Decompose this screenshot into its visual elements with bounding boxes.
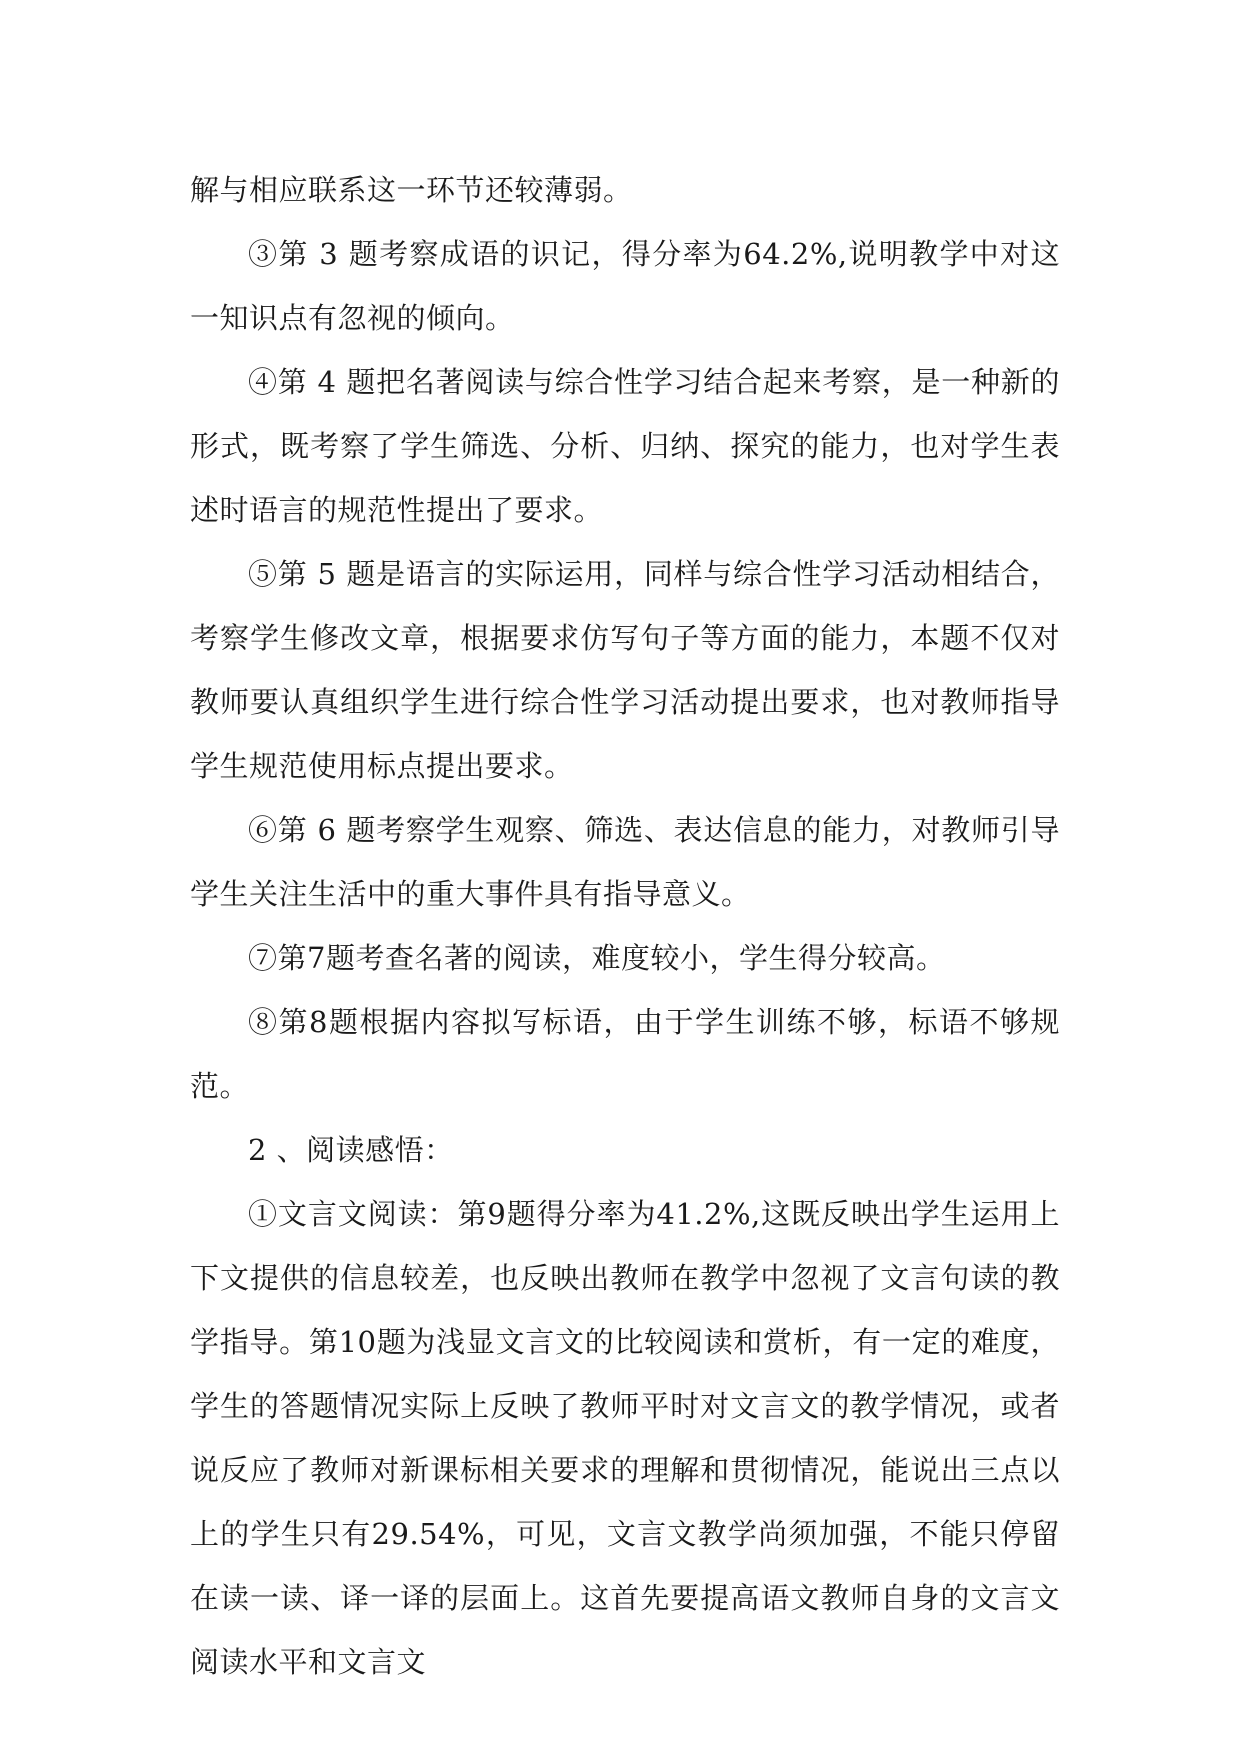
paragraph-item-8: ⑧第8题根据内容拟写标语，由于学生训练不够，标语不够规范。 — [190, 1005, 1060, 1103]
paragraph-item-6: ⑥第 6 题考察学生观察、筛选、表达信息的能力，对教师引导学生关注生活中的重大事件具有指导意义。 — [190, 813, 1060, 911]
paragraph-item-5: ⑤第 5 题是语言的实际运用，同样与综合性学习活动相结合，考察学生修改文章，根据要求仿写句子等方面的能力，本题不仅对教师要认真组织学生进行综合性学习活动提出要求，也对教师指导学生规范使用标点提出要求。 — [190, 557, 1060, 783]
paragraph-continuation: 解与相应联系这一环节还较薄弱。 — [190, 173, 633, 207]
paragraph-item-4: ④第 4 题把名著阅读与综合性学习结合起来考察，是一种新的形式，既考察了学生筛选、分析、归纳、探究的能力，也对学生表述时语言的规范性提出了要求。 — [190, 365, 1060, 527]
paragraph-item-7: ⑦第7题考查名著的阅读，难度较小，学生得分较高。 — [248, 941, 946, 975]
body-text — [190, 158, 1060, 1694]
paragraph-item-3: ③第 3 题考察成语的识记，得分率为64.2%,说明教学中对这一知识点有忽视的倾向。 — [190, 237, 1060, 335]
section-heading-reading: 2 、阅读感悟： — [248, 1133, 454, 1167]
paragraph-classical-reading: ①文言文阅读：第9题得分率为41.2%,这既反映出学生运用上下文提供的信息较差，也反映出教师在教学中忽视了文言句读的教学指导。第10题为浅显文言文的比较阅读和赏析，有一定的难度，学生的答题情况实际上反映了教师平时对文言文的教学情况，或者说反应了教师对新课标相关要求的理解和贯彻情况，能说出三点以上的学生只有29.54%，可见，文言文教学尚须加强，不能只停留在读一读、译一译的层面上。这首先要提高语文教师自身的文言文阅读水平和文言文 — [190, 1197, 1060, 1679]
